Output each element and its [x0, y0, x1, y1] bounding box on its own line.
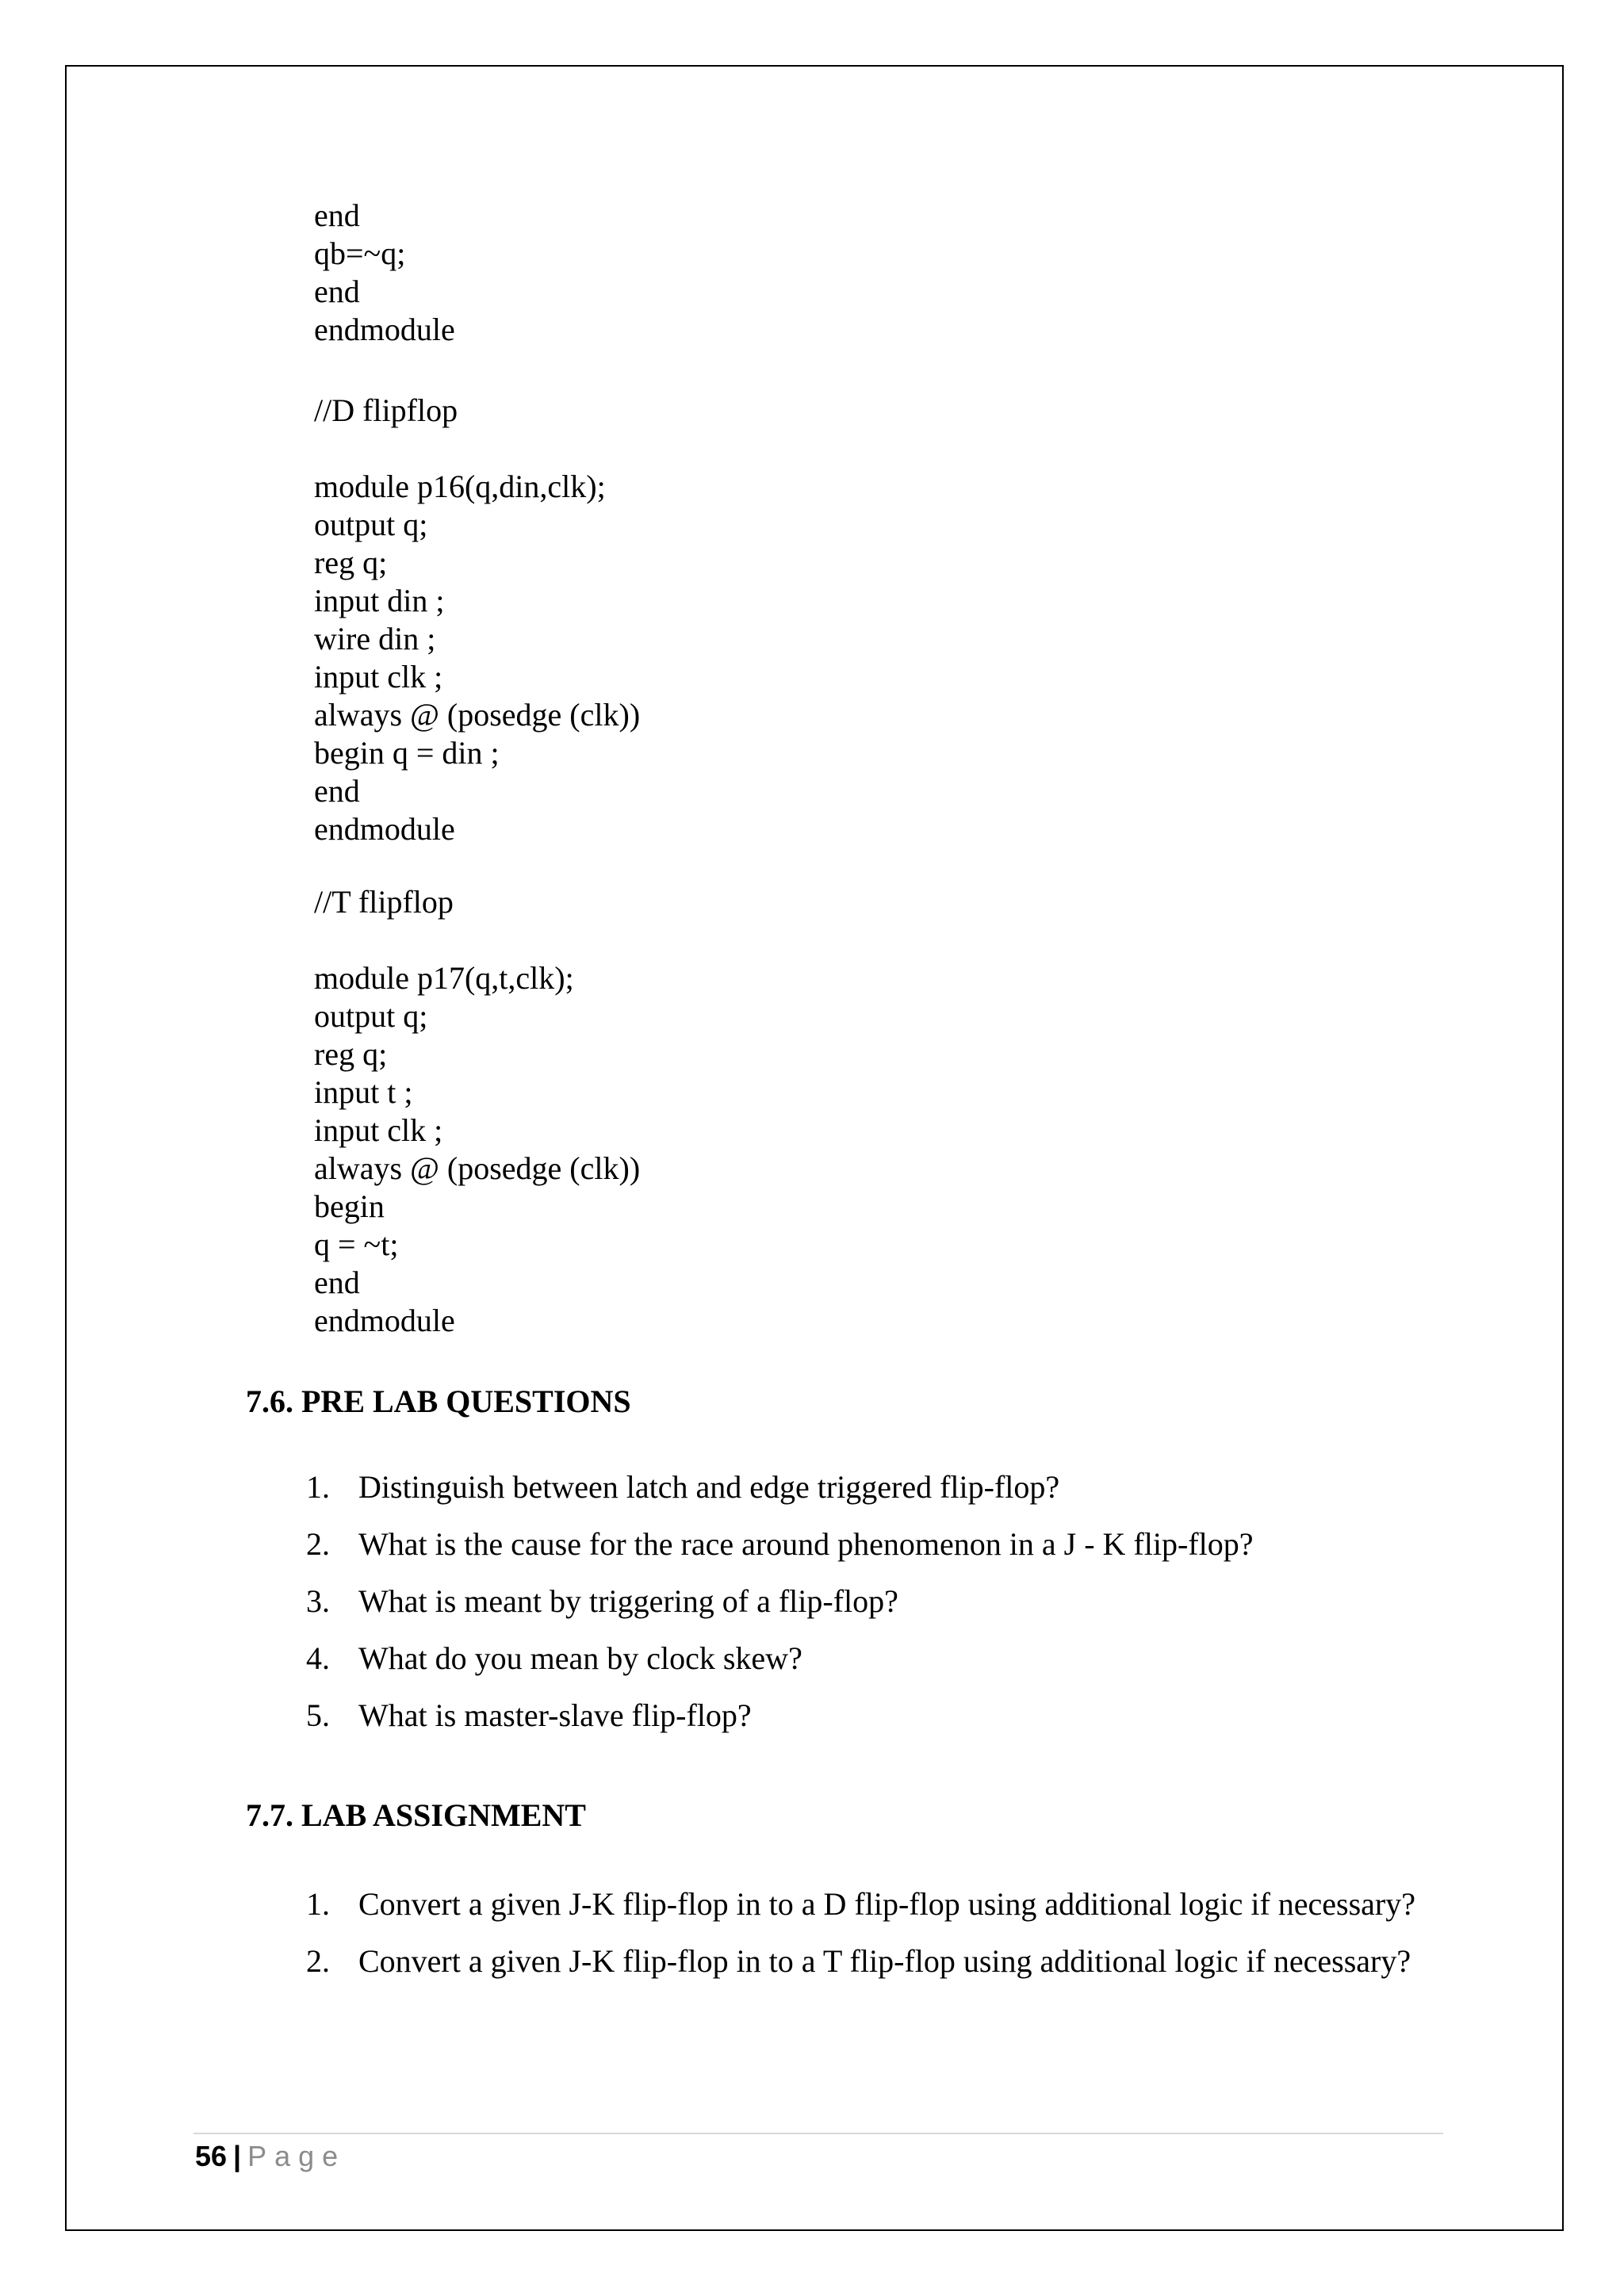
list-item-number: 5.: [306, 1697, 330, 1733]
code-comment: //T flipflop: [314, 884, 454, 920]
code-line: input clk ;: [314, 1112, 443, 1148]
code-line: output q;: [314, 507, 428, 542]
page-footer: [195, 2137, 346, 2175]
code-line: output q;: [314, 998, 428, 1034]
list-item: [301, 1468, 1435, 1525]
list-item-text: What do you mean by clock skew?: [358, 1640, 802, 1676]
list-item: [301, 1582, 1435, 1640]
list-item-text: What is meant by triggering of a flip-flop?: [358, 1583, 898, 1619]
code-line: always @ (posedge (clk)): [314, 1150, 641, 1186]
list-item: [301, 1640, 1435, 1697]
code-line: qb=~q;: [314, 235, 406, 271]
code-line: input clk ;: [314, 659, 443, 695]
list-item: [301, 1876, 1435, 1933]
code-line: reg q;: [314, 545, 388, 580]
list-item-number: 2.: [306, 1943, 330, 1979]
list-item-text: What is the cause for the race around phenomenon in a J - K flip-flop?: [358, 1526, 1254, 1562]
page-number: 56: [195, 2140, 228, 2172]
page-label: Page: [247, 2140, 347, 2172]
section-heading-pre-lab-questions: 7.6. PRE LAB QUESTIONS: [246, 1383, 631, 1419]
list-item-text: What is master-slave flip-flop?: [358, 1697, 752, 1733]
code-line: q = ~t;: [314, 1226, 399, 1262]
list-item-number: 1.: [306, 1886, 330, 1922]
code-block-t-flipflop: [314, 959, 1424, 1340]
list-item-number: 3.: [306, 1583, 330, 1619]
page-separator: |: [233, 2140, 242, 2172]
code-line: input din ;: [314, 583, 445, 618]
code-comment-d-flipflop: [314, 392, 1424, 430]
code-line: input t ;: [314, 1074, 413, 1110]
code-line: module p16(q,din,clk);: [314, 469, 606, 504]
list-item: [301, 1933, 1435, 1990]
code-block-d-flipflop: [314, 468, 1424, 848]
list-item-text: Convert a given J-K flip-flop in to a D flip-flop using additional logic if necessary?: [358, 1886, 1416, 1922]
list-item: [301, 1697, 1435, 1754]
list-item-number: 2.: [306, 1526, 330, 1562]
code-line: begin q = din ;: [314, 735, 500, 771]
code-line: end: [314, 773, 360, 809]
section-heading-lab-assignment: 7.7. LAB ASSIGNMENT: [246, 1797, 586, 1833]
code-line: endmodule: [314, 312, 455, 347]
list-item-number: 1.: [306, 1469, 330, 1505]
code-line: begin: [314, 1188, 385, 1224]
code-line: reg q;: [314, 1036, 388, 1072]
code-line: end: [314, 1265, 360, 1300]
code-line: end: [314, 197, 360, 233]
code-line: wire din ;: [314, 621, 436, 656]
list-item-text: Convert a given J-K flip-flop in to a T flip-flop using additional logic if necessary?: [358, 1943, 1411, 1979]
code-line: module p17(q,t,clk);: [314, 960, 574, 996]
code-line: end: [314, 274, 360, 309]
list-item-number: 4.: [306, 1640, 330, 1676]
footer-divider: [193, 2133, 1443, 2134]
lab-assignment-list: [301, 1876, 1435, 1990]
list-item-text: Distinguish between latch and edge triggered flip-flop?: [358, 1469, 1060, 1505]
code-block-end-of-previous-module: [314, 197, 1424, 349]
code-line: always @ (posedge (clk)): [314, 697, 641, 733]
code-comment: //D flipflop: [314, 392, 458, 428]
code-comment-t-flipflop: [314, 883, 1424, 921]
code-line: endmodule: [314, 811, 455, 847]
code-line: endmodule: [314, 1303, 455, 1338]
pre-lab-question-list: [301, 1468, 1435, 1754]
list-item: [301, 1525, 1435, 1582]
